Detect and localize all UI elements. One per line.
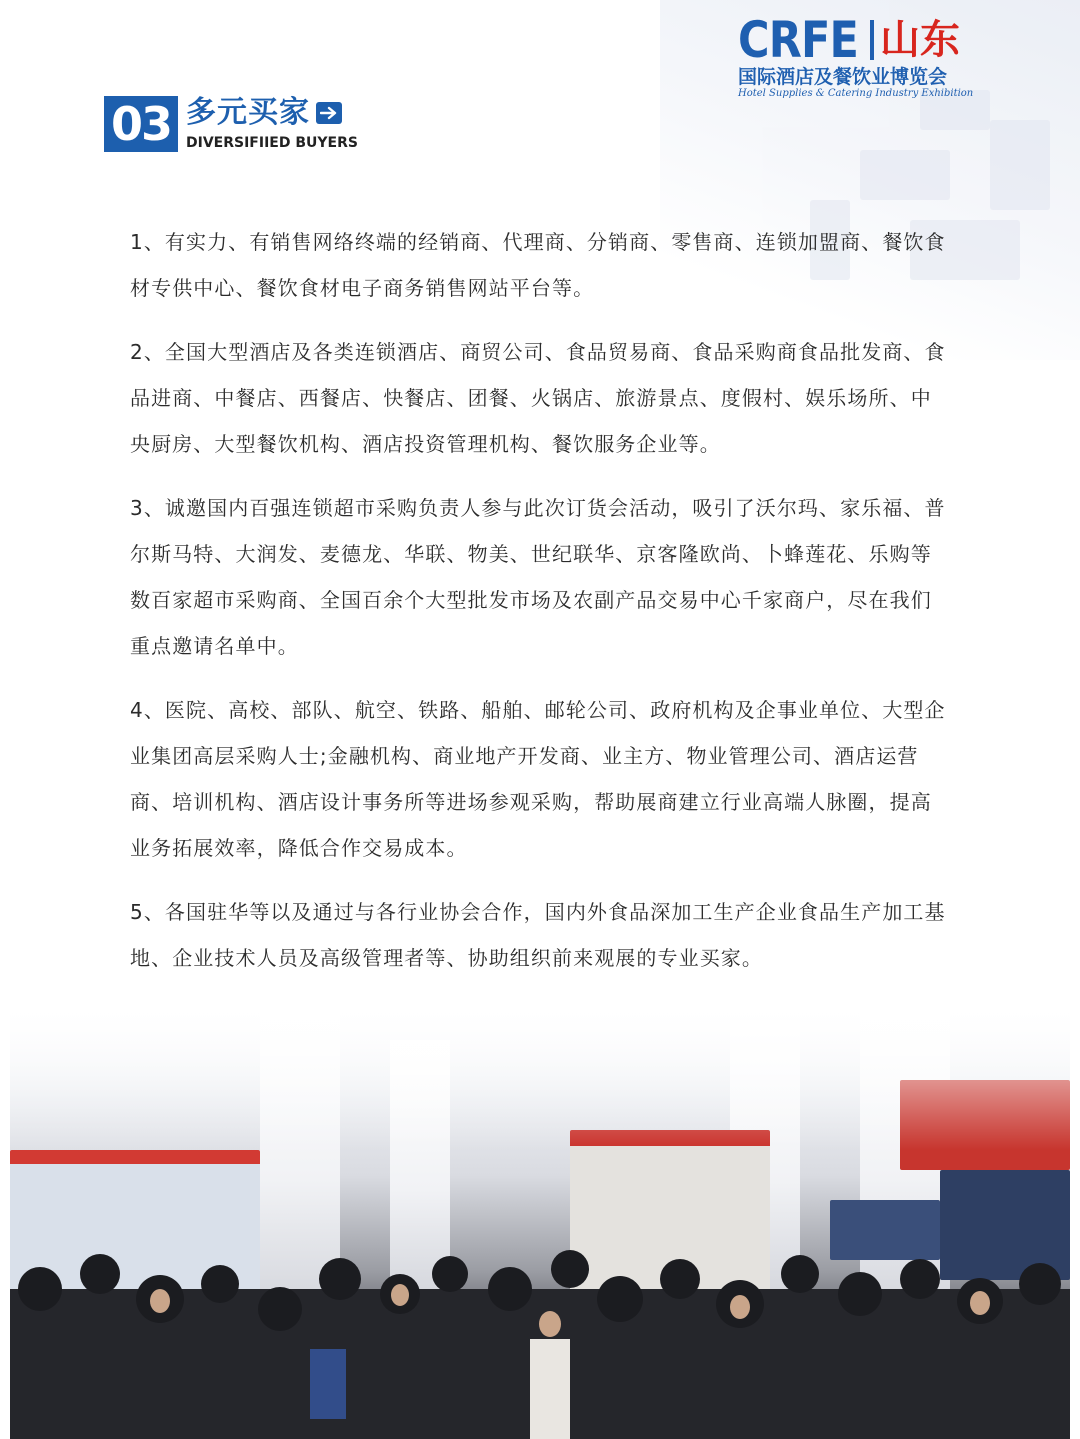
logo-name-cn: 国际酒店及餐饮业博览会 (738, 66, 948, 88)
paragraph: 3、诚邀国内百强连锁超市采购负责人参与此次订货会活动，吸引了沃尔玛、家乐福、普尔斯马特、大润发、麦德龙、华联、物美、世纪联华、京客隆欧尚、卜蜂莲花、乐购等数百家超市采购商、全国百余个大型批发市场及农副产品交易中心千家商户，尽在我们重点邀请名单中。 (130, 496, 946, 658)
paragraph: 1、有实力、有销售网络终端的经销商、代理商、分销商、零售商、连锁加盟商、餐饮食材专供中心、餐饮食材电子商务销售网站平台等。 (130, 230, 946, 300)
arrow-right-icon (316, 102, 342, 124)
paragraph: 2、全国大型酒店及各类连锁酒店、商贸公司、食品贸易商、食品采购商食品批发商、食品进商、中餐店、西餐店、快餐店、团餐、火锅店、旅游景点、度假村、娱乐场所、中央厨房、大型餐饮机构、酒店投资管理机构、餐饮服务企业等。 (130, 340, 946, 456)
photo-top-fade (10, 1000, 1070, 1150)
logo-region: 山东 (880, 17, 960, 63)
crfe-logo (738, 11, 978, 100)
section-title-en: DIVERSIFIIED BUYERS (186, 135, 358, 151)
exhibition-crowd-photo (10, 1000, 1070, 1439)
logo-brand: CRFE (738, 11, 858, 69)
paragraph: 5、各国驻华等以及通过与各行业协会合作，国内外食品深加工生产企业食品生产加工基地、企业技术人员及高级管理者等、协助组织前来观展的专业买家。 (130, 900, 946, 970)
logo-divider (870, 20, 874, 60)
section-number: 03 (104, 96, 178, 152)
buyer-list (130, 219, 952, 999)
crowd-silhouettes (10, 1229, 1070, 1439)
paragraph: 4、医院、高校、部队、航空、铁路、船舶、邮轮公司、政府机构及企事业单位、大型企业集团高层采购人士;金融机构、商业地产开发商、业主方、物业管理公司、酒店运营商、培训机构、酒店设计事务所等进场参观采购，帮助展商建立行业高端人脉圈，提高业务拓展效率，降低合作交易成本。 (130, 698, 946, 860)
section-heading (104, 96, 358, 152)
section-title-cn: 多元买家 (186, 95, 310, 130)
logo-name-en: Hotel Supplies & Catering Industry Exhibition (738, 88, 974, 99)
